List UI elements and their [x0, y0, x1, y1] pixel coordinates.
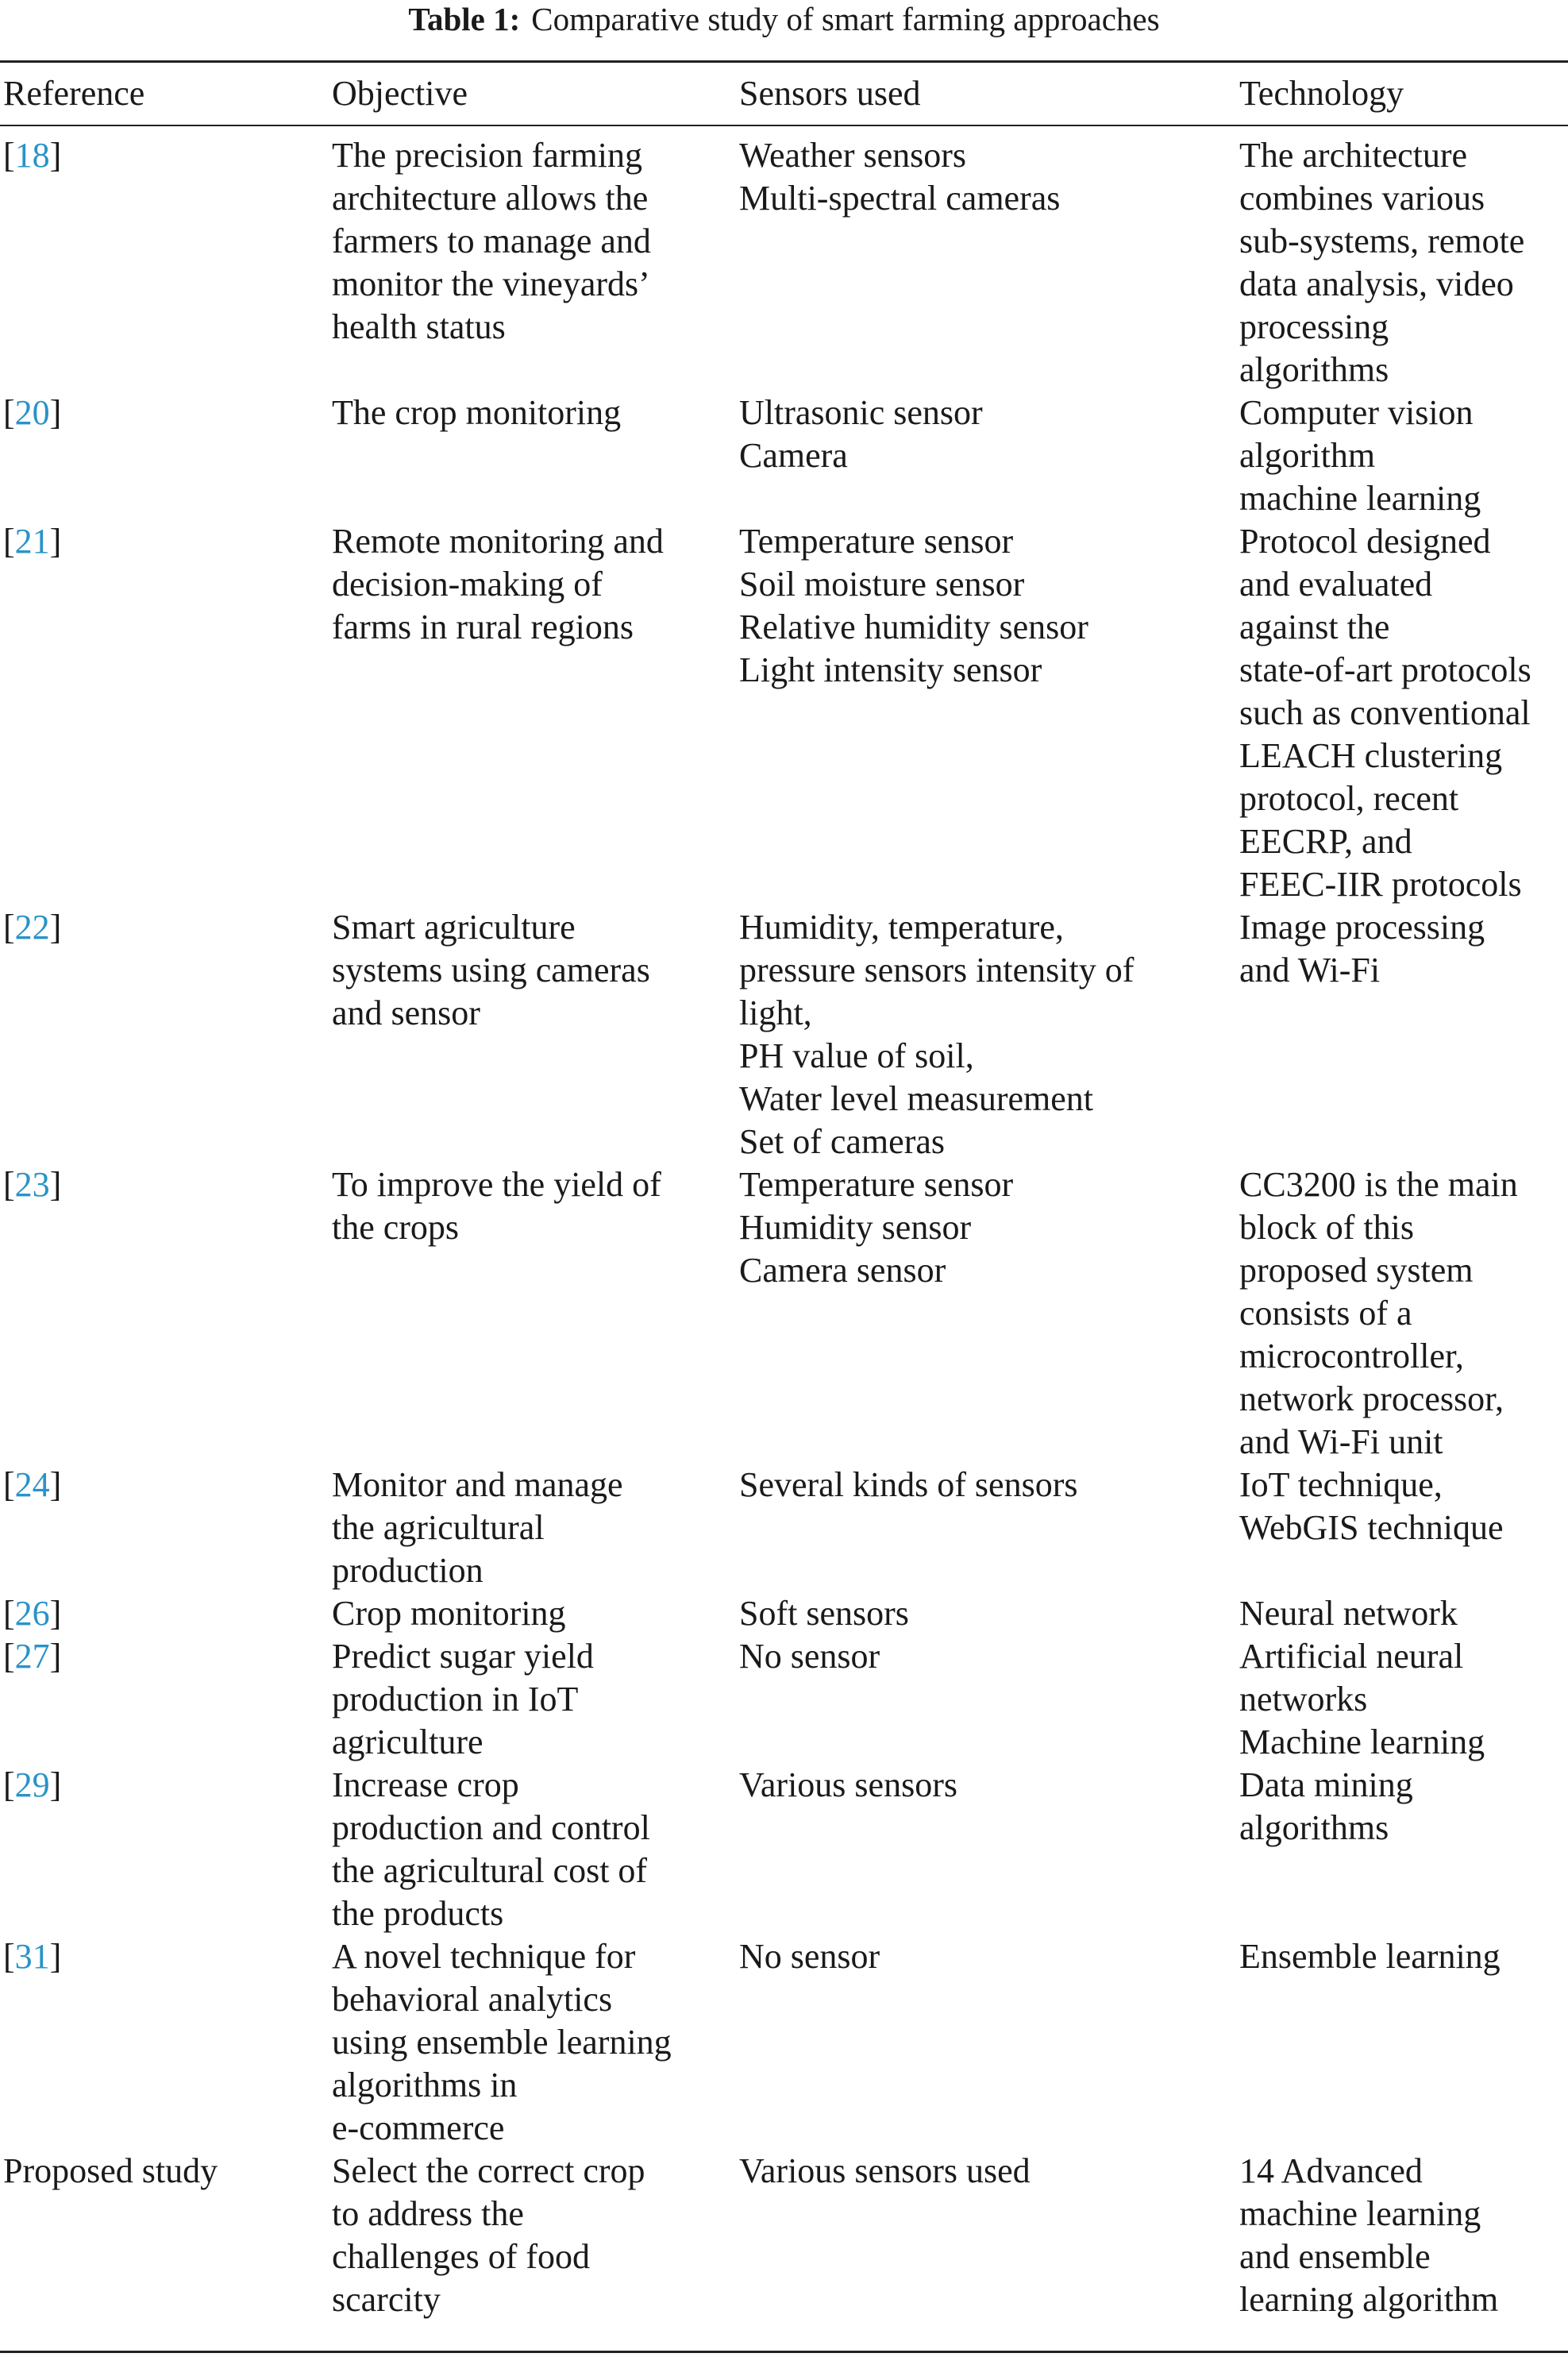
citation-link[interactable]: 21 [14, 522, 50, 561]
bracket-close: ] [49, 1594, 62, 1633]
header-sensors: Sensors used [739, 74, 921, 113]
objective-cell: To improve the yield of the crops [332, 1165, 661, 1247]
technology-cell: Protocol designed and evaluated against the state-of-art protocols such as conventional LEACH clustering protocol, recent EECRP, and FEEC-IIR protocols [1239, 522, 1531, 904]
citation-link[interactable]: 18 [14, 136, 50, 175]
bracket-close: ] [49, 1465, 62, 1504]
table-caption [0, 0, 1568, 48]
table-body [0, 125, 1568, 2321]
objective-cell: Monitor and manage the agricultural production [332, 1465, 623, 1590]
bracket-close: ] [49, 908, 62, 947]
bracket-close: ] [49, 522, 62, 561]
citation-link[interactable]: 24 [14, 1465, 50, 1504]
objective-cell: Crop monitoring [332, 1594, 566, 1633]
objective-cell: Remote monitoring and decision-making of farms in rural regions [332, 522, 664, 646]
technology-cell: Neural network [1239, 1594, 1458, 1633]
reference-cell [0, 125, 329, 392]
sensors-cell: Temperature sensor Humidity sensor Camera sensor [739, 1165, 1014, 1290]
citation-link[interactable]: 31 [14, 1937, 50, 1976]
technology-cell: IoT technique, WebGIS technique [1239, 1465, 1504, 1547]
citation-link[interactable]: 20 [14, 393, 50, 432]
header-row [0, 63, 1568, 125]
table-row [0, 1592, 1568, 1635]
header-technology: Technology [1239, 74, 1404, 113]
header-objective: Objective [332, 74, 468, 113]
bracket-close: ] [49, 1765, 62, 1804]
reference-cell [0, 1163, 329, 1464]
bracket-open: [ [3, 1937, 15, 1976]
reference-cell [0, 520, 329, 906]
bracket-open: [ [3, 908, 15, 947]
table-row [0, 1935, 1568, 2150]
table-row [0, 1163, 1568, 1464]
reference-cell [0, 1464, 329, 1592]
table-row-proposed [0, 2150, 1568, 2321]
sensors-cell: No sensor [739, 1937, 880, 1976]
objective-cell: Predict sugar yield production in IoT agriculture [332, 1637, 594, 1761]
table-row [0, 392, 1568, 520]
table-row [0, 906, 1568, 1163]
bracket-open: [ [3, 1765, 15, 1804]
caption-label: Table 1: [408, 1, 521, 37]
technology-cell: The architecture combines various sub-systems, remote data analysis, video processing algorithms [1239, 136, 1525, 389]
bracket-close: ] [49, 1637, 62, 1676]
bracket-close: ] [49, 393, 62, 432]
sensors-cell: Temperature sensor Soil moisture sensor Relative humidity sensor Light intensity sensor [739, 522, 1088, 689]
reference-cell [0, 1935, 329, 2150]
technology-cell: 14 Advanced machine learning and ensemble learning algorithm [1239, 2151, 1499, 2319]
citation-link[interactable]: 29 [14, 1765, 50, 1804]
reference-cell [0, 906, 329, 1163]
table-row [0, 125, 1568, 392]
table-row [0, 1635, 1568, 1764]
bracket-open: [ [3, 393, 15, 432]
table-row [0, 1464, 1568, 1592]
sensors-cell: Several kinds of sensors [739, 1465, 1078, 1504]
sensors-cell: Various sensors used [739, 2151, 1031, 2190]
sensors-cell: Ultrasonic sensor Camera [739, 393, 983, 475]
bracket-open: [ [3, 1637, 15, 1676]
technology-cell: Artificial neural networks Machine learning [1239, 1637, 1485, 1761]
sensors-cell: Weather sensors Multi-spectral cameras [739, 136, 1061, 218]
sensors-cell: Soft sensors [739, 1594, 909, 1633]
objective-cell: Increase crop production and control the agricultural cost of the products [332, 1765, 650, 1933]
technology-cell: Computer vision algorithm machine learning [1239, 393, 1481, 518]
reference-cell [0, 392, 329, 520]
table-row [0, 1764, 1568, 1935]
reference-cell [0, 1635, 329, 1764]
technology-cell: Data mining algorithms [1239, 1765, 1413, 1847]
caption-title: Comparative study of smart farming approaches [531, 1, 1160, 37]
reference-cell: Proposed study [3, 2151, 218, 2190]
technology-cell: CC3200 is the main block of this proposed system consists of a microcontroller, network processor, and Wi-Fi unit [1239, 1165, 1518, 1461]
bottom-rule [0, 2351, 1568, 2353]
bracket-close: ] [49, 1165, 62, 1204]
bracket-open: [ [3, 522, 15, 561]
objective-cell: A novel technique for behavioral analytics using ensemble learning algorithms in e-commerce [332, 1937, 672, 2147]
objective-cell: The crop monitoring [332, 393, 622, 432]
bracket-close: ] [49, 1937, 62, 1976]
citation-link[interactable]: 26 [14, 1594, 50, 1633]
bracket-close: ] [49, 136, 62, 175]
bracket-open: [ [3, 136, 15, 175]
sensors-cell: Various sensors [739, 1765, 957, 1804]
objective-cell: Select the correct crop to address the challenges of food scarcity [332, 2151, 645, 2319]
technology-cell: Image processing and Wi-Fi [1239, 908, 1485, 989]
citation-link[interactable]: 22 [14, 908, 50, 947]
bracket-open: [ [3, 1165, 15, 1204]
sensors-cell: Humidity, temperature, pressure sensors intensity of light, PH value of soil, Water level measurement Set of cameras [739, 908, 1135, 1161]
citation-link[interactable]: 23 [14, 1165, 50, 1204]
header-reference: Reference [3, 74, 145, 113]
bracket-open: [ [3, 1465, 15, 1504]
comparison-table [0, 63, 1568, 2321]
reference-cell [0, 1592, 329, 1635]
bracket-open: [ [3, 1594, 15, 1633]
reference-cell [0, 1764, 329, 1935]
objective-cell: Smart agriculture systems using cameras and sensor [332, 908, 650, 1032]
objective-cell: The precision farming architecture allows the farmers to manage and monitor the vineyards’ health status [332, 136, 651, 346]
technology-cell: Ensemble learning [1239, 1937, 1501, 1976]
sensors-cell: No sensor [739, 1637, 880, 1676]
table-row [0, 520, 1568, 906]
citation-link[interactable]: 27 [14, 1637, 50, 1676]
